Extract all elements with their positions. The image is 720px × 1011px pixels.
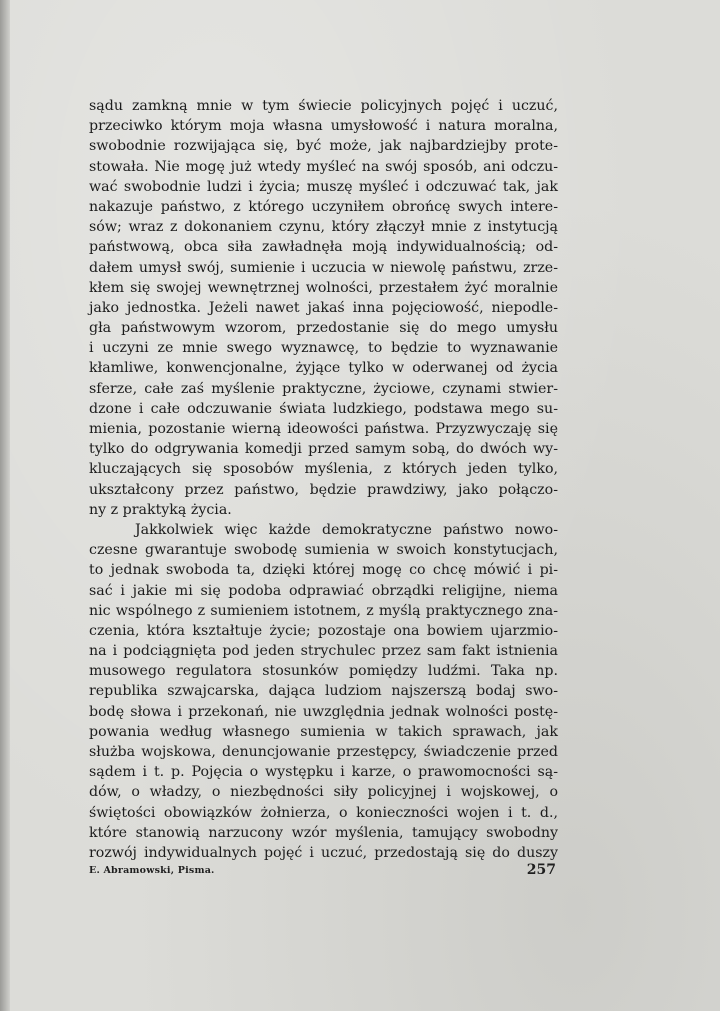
text-line: ny z praktyką życia. (89, 501, 232, 518)
text-line: czenia, która kształtuje życie; pozostaje ona bowiem ujarzmio- (89, 622, 558, 639)
text-line: kłamliwe, konwencjonalne, żyjące tylko w oderwanej od życia (89, 360, 558, 377)
text-line: stowała. Nie mogę już wtedy myśleć na swój sposób, ani odczu- (89, 158, 558, 175)
text-line: świętości obowiązków żołnierza, o konieczności wojen i t. d., (89, 804, 558, 821)
page-body-text (89, 96, 558, 863)
text-line: przeciwko którym moja własna umysłowość i natura moralna, (89, 118, 558, 135)
text-line: państwową, obca siła zawładnęła moją indywidualnością; od- (89, 239, 558, 256)
footer-signature: E. Abramowski, Pisma. (89, 865, 215, 876)
text-line: mienia, pozostanie wierną ideowości państwa. Przyzwyczaję się (89, 421, 558, 437)
text-line: dałem umysł swój, sumienie i uczucia w niewolę państwu, zrze- (89, 259, 558, 276)
text-line: republika szwajcarska, dająca ludziom najszerszą bodaj swo- (89, 683, 558, 700)
text-line: służba wojskowa, denuncjowanie przestępcy, świadczenie przed (89, 744, 558, 760)
text-line: musowego regulatora stosunków pomiędzy ludźmi. Taka np. (89, 663, 558, 680)
text-line: dzone i całe odczuwanie świata ludzkiego, podstawa mego su- (89, 400, 558, 417)
text-line: bodę słowa i przekonań, nie uwzględnia jednak wolności postę- (89, 703, 558, 720)
text-line: wać swobodnie ludzi i życia; muszę myśleć i odczuwać tak, jak (89, 178, 558, 195)
page-binding-shadow (0, 0, 10, 1011)
text-line: sądu zamkną mnie w tym świecie policyjnych pojęć i uczuć, (89, 98, 558, 114)
paragraph-1 (89, 96, 558, 520)
text-line: nic wspólnego z sumieniem istotnem, z myślą praktycznego zna- (89, 602, 558, 619)
text-line: sądem i t. p. Pojęcia o występku i karze, o prawomocności są- (89, 764, 558, 781)
text-line: ukształcony przez państwo, będzie prawdziwy, jako połączo- (89, 481, 558, 498)
paragraph-2 (89, 520, 558, 863)
text-line: jako jednostka. Jeżeli nawet jakaś inna pojęciowość, niepodle- (89, 299, 558, 316)
text-line: kluczających się sposobów myślenia, z których jeden tylko, (89, 461, 558, 478)
text-line: dów, o władzy, o niezbędności siły policyjnej i wojskowej, o (89, 784, 558, 801)
text-line: nakazuje państwo, z którego uczyniłem obrońcę swych intere- (89, 198, 558, 215)
text-line: czesne gwarantuje swobodę sumienia w swoich konstytucjach, (89, 542, 558, 559)
text-line: gła państwowym wzorom, przedostanie się do mego umysłu (89, 320, 558, 337)
text-line: sać i jakie mi się podoba odprawiać obrządki religijne, niema (89, 582, 558, 599)
text-line: na i podciągnięta pod jeden strychulec przez sam fakt istnienia (89, 643, 558, 660)
text-line: kłem się swojej wewnętrznej wolności, przestałem żyć moralnie (89, 279, 558, 296)
page-number: 257 (526, 862, 556, 878)
text-line: tylko do odgrywania komedji przed samym sobą, do dwóch wy- (89, 441, 558, 458)
text-line: i uczyni ze mnie swego wyznawcę, to będzie to wyznawanie (89, 340, 558, 357)
text-line: powania według własnego sumienia w takich sprawach, jak (89, 723, 558, 740)
text-line: sferze, całe zaś myślenie praktyczne, życiowe, czynami stwier- (89, 380, 558, 397)
text-line: to jednak swoboda ta, dzięki której mogę co chcę mówić i pi- (89, 562, 558, 579)
text-line: Jakkolwiek więc każde demokratyczne państwo nowo- (135, 521, 558, 538)
text-line: rozwój indywidualnych pojęć i uczuć, przedostają się do duszy (89, 844, 558, 861)
text-line: sów; wraz z dokonaniem czynu, który złączył mnie z instytucją (89, 219, 558, 236)
page-footer (89, 862, 558, 882)
text-line: swobodnie rozwijająca się, być może, jak najbardziejby prote- (89, 138, 558, 155)
text-line: które stanowią narzucony wzór myślenia, tamujący swobodny (89, 824, 558, 841)
